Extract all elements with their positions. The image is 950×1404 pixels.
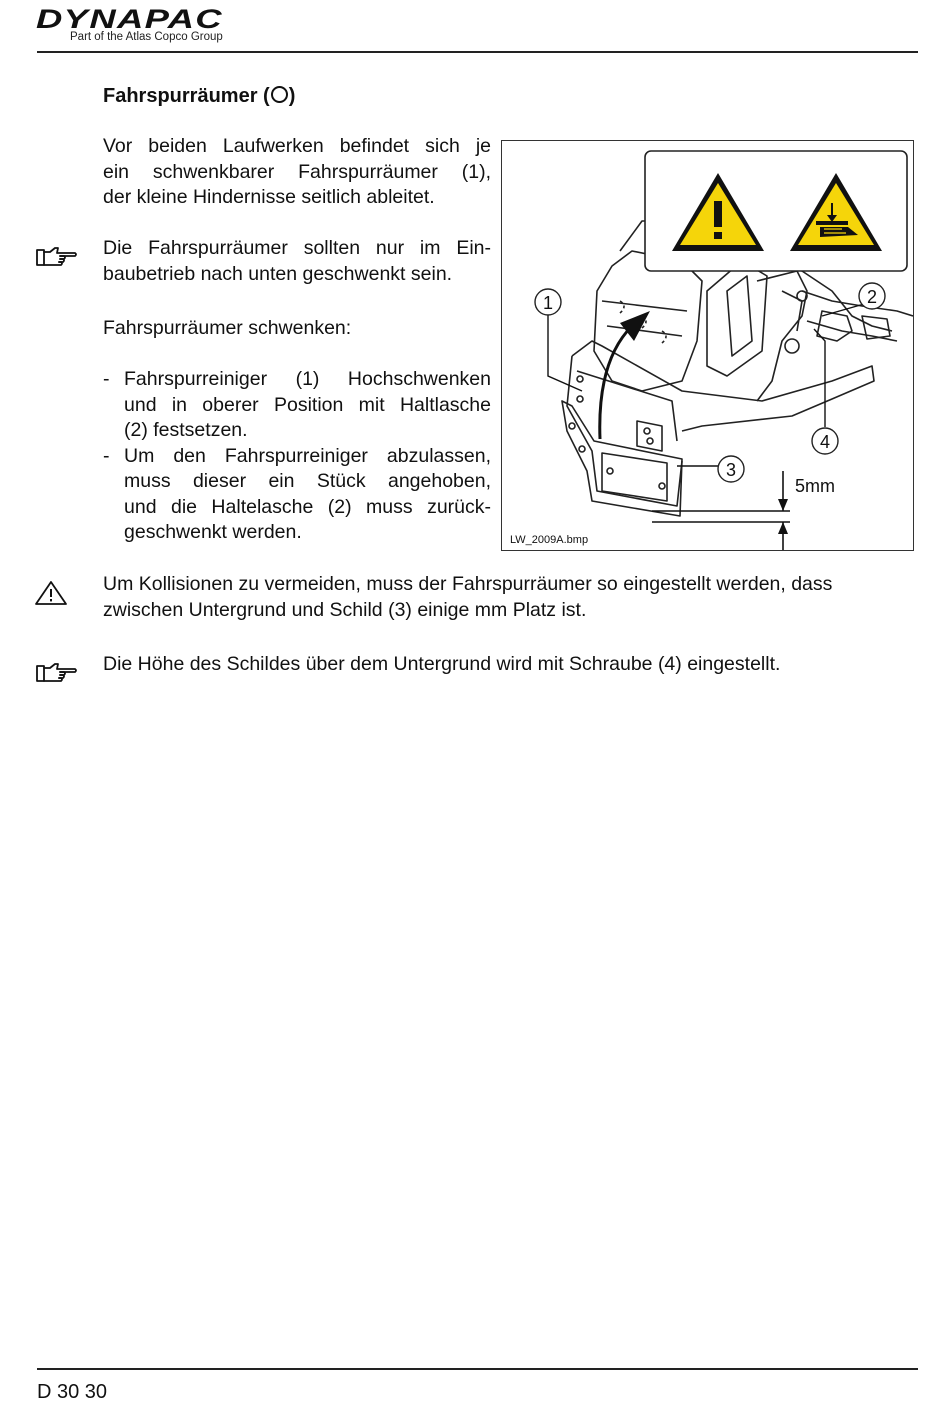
list-line: und in oberer Position mit Haltlasche xyxy=(124,393,491,416)
step-list xyxy=(103,367,491,546)
intro-line: Vor beiden Laufwerken befindet sich je xyxy=(103,135,491,157)
title-suffix: ) xyxy=(288,85,296,107)
section-title xyxy=(103,85,295,108)
footer-rule xyxy=(37,1368,918,1370)
dimension-label: 5mm xyxy=(795,476,835,496)
intro-line: ein schwenkbarer Fahrspurräumer (1), xyxy=(103,160,491,183)
track-cleaner-drawing xyxy=(502,141,913,550)
pointing-hand-icon xyxy=(36,246,78,268)
figure-filename: LW_2009A.bmp xyxy=(510,534,589,546)
list-line: (2) festsetzen. xyxy=(124,419,248,441)
callout-label: 4 xyxy=(819,432,831,452)
technical-figure xyxy=(501,140,914,551)
swing-heading: Fahrspurräumer schwenken: xyxy=(103,317,352,339)
brand-tagline: Part of the Atlas Copco Group xyxy=(70,31,223,43)
list-line: geschwenkt werden. xyxy=(124,521,302,543)
brand-logo: DYNAPAC xyxy=(36,4,223,34)
note-paragraph-2: Die Höhe des Schildes über dem Untergrund wird mit Schraube (4) eingestellt. xyxy=(103,653,781,675)
callout-label: 2 xyxy=(866,287,878,307)
warning-paragraph xyxy=(103,572,923,623)
callout-label: 3 xyxy=(725,460,737,480)
note-paragraph-1 xyxy=(103,236,491,287)
warning-line: zwischen Untergrund und Schild (3) einige mm Platz ist. xyxy=(103,598,587,621)
list-dash: - xyxy=(103,444,110,467)
warning-triangle-icon xyxy=(34,580,68,606)
note-line: baubetrieb nach unten geschwenkt sein. xyxy=(103,262,453,285)
warning-line: Um Kollisionen zu vermeiden, muss der Fahrspurräumer so eingestellt werden, dass xyxy=(103,573,833,595)
note-line: Die Fahrspurräumer sollten nur im Ein- xyxy=(103,237,491,259)
list-line: muss dieser ein Stück angehoben, xyxy=(124,470,491,492)
callout-label: 1 xyxy=(542,293,554,313)
list-line: und die Haltelasche (2) muss zurück- xyxy=(124,495,491,518)
header-rule xyxy=(37,51,918,53)
title-prefix: Fahrspurräumer ( xyxy=(103,85,270,107)
intro-line: der kleine Hindernisse seitlich ableitet. xyxy=(103,186,435,208)
list-line: Fahrspurreiniger (1) Hochschwenken xyxy=(124,368,491,390)
pointing-hand-icon xyxy=(36,662,78,684)
list-dash: - xyxy=(103,368,110,390)
list-item xyxy=(103,367,491,444)
page-number: D 30 30 xyxy=(37,1381,108,1403)
intro-paragraph xyxy=(103,134,491,211)
list-line: Um den Fahrspurreiniger abzulassen, xyxy=(124,444,491,467)
list-item xyxy=(103,444,491,546)
circle-icon xyxy=(271,86,288,103)
